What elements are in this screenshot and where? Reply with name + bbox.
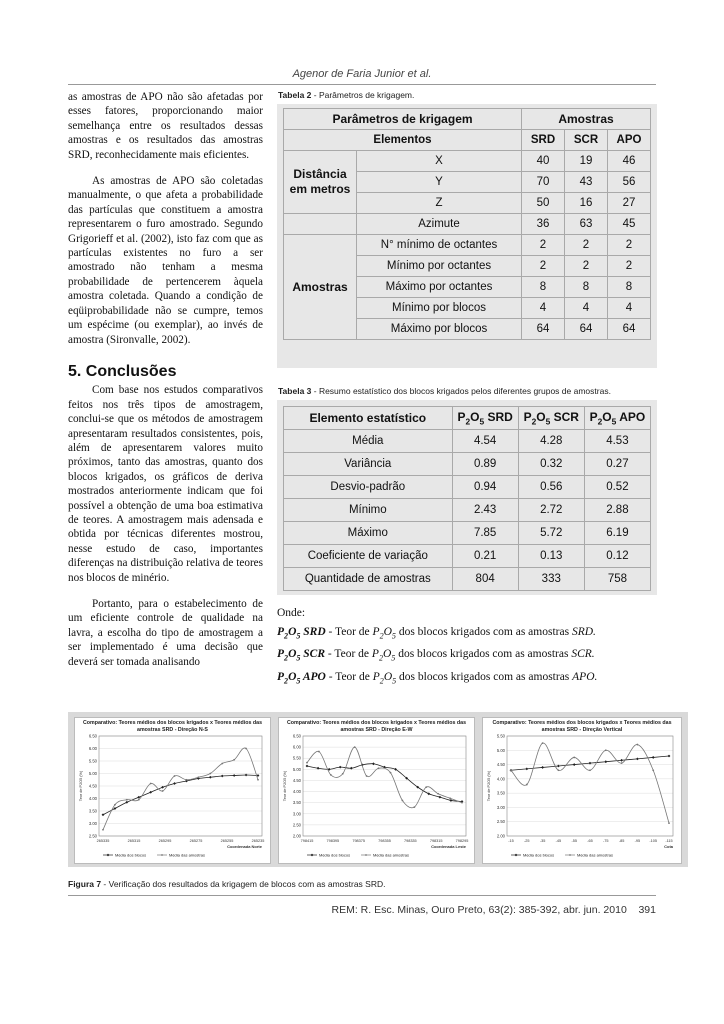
- definition-scr: $P_2O_5$ SCR - Teor de $P_2O_5$ dos blocos krigados com as amostras SCR.: [277, 648, 595, 663]
- table3-cell: 333: [518, 568, 584, 591]
- table2-row-label: Máximo por blocos: [357, 319, 522, 340]
- y-tick-label: 6.00: [88, 746, 97, 751]
- table3-caption: [278, 386, 611, 396]
- data-point: [330, 774, 332, 776]
- x-tick-label: -65: [587, 839, 593, 843]
- legend-label-samples: Média das amostras: [577, 852, 614, 858]
- y-tick-label: 2.50: [88, 833, 97, 839]
- x-tick-label: 265235: [251, 839, 265, 843]
- y-tick-label: 3.00: [292, 811, 301, 817]
- x-tick-label: -75: [603, 839, 609, 843]
- data-point: [437, 793, 439, 795]
- data-point: [114, 804, 116, 806]
- left-text-column: [68, 90, 263, 669]
- table2-cell: 4: [522, 298, 565, 319]
- table-row: [284, 476, 651, 499]
- data-point: [413, 806, 415, 808]
- y-axis-label: Teor de P2O5 (%): [487, 770, 491, 802]
- table2-cell: 2: [522, 256, 565, 277]
- table2-cell: 2: [565, 235, 608, 256]
- data-point: [306, 765, 309, 768]
- legend-marker: [311, 854, 314, 857]
- table3-caption-text: - Resumo estatístico dos blocos krigados pelos diferentes grupos de amostras.: [311, 386, 611, 396]
- data-point: [425, 786, 427, 788]
- table2-group-spacer: [284, 214, 357, 235]
- table3-cell: 758: [584, 568, 650, 591]
- y-tick-label: 2.50: [496, 819, 505, 825]
- x-tick-label: 798375: [352, 839, 366, 843]
- table2-row-label: Z: [357, 193, 522, 214]
- chart-title: Comparativo: Teores médios dos blocos krigados x Teores médios das amostras SRD - Direção E-W: [286, 720, 467, 733]
- y-tick-label: 5.50: [496, 733, 505, 739]
- table2-cell: 64: [522, 319, 565, 340]
- table2-cell: 16: [565, 193, 608, 214]
- table3-row-label: Média: [284, 430, 453, 453]
- table2-cell: 64: [565, 319, 608, 340]
- data-point: [401, 800, 403, 802]
- data-point: [209, 776, 212, 779]
- data-point: [150, 783, 152, 785]
- table3-cell: 0.32: [518, 453, 584, 476]
- data-point: [605, 749, 607, 751]
- paragraph-2: As amostras de APO são coletadas manualmente, o que afeta a probabilidade das partículas que constituem a amostra representarem o furo amostrado. Segundo Grigorieff et al. (2002), isto faz com que as partículas existentes no furo a ser amostrado não tenham a mesma probabilidade de pertencerem àquela amostra coletada. Quando a condição de eqüiprobabilidade não se cumpre, temos um espécime (ou exemplar), ao invés de amostra (Sironvalle, 2002).: [68, 175, 263, 346]
- data-point: [510, 769, 512, 771]
- page-number: 391: [638, 904, 656, 916]
- x-tick-label: -115: [665, 839, 673, 843]
- y-tick-label: 4.50: [496, 762, 505, 768]
- x-axis-label: Cota: [664, 844, 673, 849]
- running-header: Agenor de Faria Junior et al.: [292, 68, 432, 80]
- data-point: [652, 769, 654, 771]
- table3-cell: 0.27: [584, 453, 650, 476]
- table2-cell: 2: [565, 256, 608, 277]
- table3-row-label: Coeficiente de variação: [284, 545, 453, 568]
- legend-label-blocks: Média dos blocos: [115, 852, 147, 858]
- x-axis-label: Coordenada Leste: [431, 844, 466, 849]
- paragraph-3: Com base nos estudos comparativos feitos nos três tipos de amostragem, conclui-se que os métodos de amostragem apresentaram resultados consistentes, pois, além de apresentarem valores muito próximos, tanto das amostras, quanto dos blocos krigados, os gráficos de deriva mostrados anteriormente indicam que foi possível a obtenção de uma boa estimativa de teores. A amostragem mais adensada e obtida por técnicas diferentes mostrou, nesse estudo de caso, importantes diferenças na distribuição relativa de teores nos blocos de minério.: [68, 384, 263, 584]
- table2-cell: 50: [522, 193, 565, 214]
- data-point: [542, 742, 544, 744]
- data-point: [197, 776, 199, 778]
- data-point: [652, 756, 655, 759]
- data-point: [637, 744, 639, 746]
- table2-cell: 4: [565, 298, 608, 319]
- table2-caption-label: Tabela 2: [278, 90, 312, 100]
- data-point: [427, 792, 430, 795]
- data-point: [102, 829, 104, 831]
- table3-cell: 0.56: [518, 476, 584, 499]
- table2-cell: 8: [565, 277, 608, 298]
- table2-cell: 36: [522, 214, 565, 235]
- table-row: [284, 151, 651, 172]
- x-tick-label: 798355: [378, 839, 391, 843]
- table3-cell: 804: [452, 568, 518, 591]
- table3: [283, 406, 651, 591]
- series-line: [103, 775, 258, 815]
- data-point: [573, 763, 576, 766]
- table3-col-srd: $P_2O_5$ SRD: [452, 407, 518, 430]
- data-point: [126, 799, 128, 801]
- x-tick-label: 798315: [429, 839, 443, 843]
- table-row: [284, 430, 651, 453]
- x-tick-label: -85: [618, 839, 625, 843]
- figure-7: [68, 712, 688, 867]
- data-point: [138, 799, 140, 801]
- data-point: [378, 767, 380, 769]
- y-tick-label: 2.50: [292, 822, 301, 828]
- table2-cell: 56: [608, 172, 651, 193]
- table3-cell: 0.12: [584, 545, 650, 568]
- data-point: [102, 813, 105, 816]
- x-tick-label: 265335: [96, 839, 110, 843]
- table3-cell: 2.88: [584, 499, 650, 522]
- data-point: [390, 772, 392, 774]
- chart-panel-ns: [74, 717, 271, 864]
- table-row: [284, 568, 651, 591]
- chart-panel-ew: [278, 717, 475, 864]
- table2-cell: 64: [608, 319, 651, 340]
- data-point: [162, 790, 164, 792]
- data-point: [306, 762, 308, 764]
- series-line: [307, 747, 462, 808]
- y-tick-label: 4.00: [88, 796, 97, 801]
- data-point: [372, 762, 375, 765]
- table2-row-label: X: [357, 151, 522, 172]
- table2-cell: 8: [522, 277, 565, 298]
- data-point: [221, 763, 223, 765]
- paragraph-1: as amostras de APO não são afetadas por esses fatores, proporcionando maior semelhança entre os resultados dessas amostras e os resultados das amostras SRD, reconhecidamente mais eficientes.: [68, 91, 263, 161]
- table2-col-apo: APO: [608, 130, 651, 151]
- definition-srd: $P_2O_5$ SRD - Teor de $P_2O_5$ dos blocos krigados com as amostras SRD.: [277, 626, 596, 641]
- legend-label-blocks: Média dos blocos: [523, 852, 555, 858]
- table3-cell: 5.72: [518, 522, 584, 545]
- table3-row-label: Variância: [284, 453, 453, 476]
- y-tick-label: 6.50: [292, 733, 301, 739]
- legend-label-samples: Média das amostras: [169, 852, 206, 858]
- data-point: [318, 751, 320, 753]
- table3-cell: 2.43: [452, 499, 518, 522]
- legend-marker: [161, 854, 163, 856]
- chart-svg-ns: [75, 718, 270, 863]
- plot-frame: [303, 736, 466, 836]
- table3-cell: 2.72: [518, 499, 584, 522]
- table3-cell: 6.19: [584, 522, 650, 545]
- y-tick-label: 5.50: [88, 758, 97, 764]
- data-point: [245, 748, 247, 750]
- table-row: [284, 214, 651, 235]
- data-point: [449, 797, 451, 799]
- table2-header-params: Parâmetros de krigagem: [284, 109, 522, 130]
- table2-caption: [278, 90, 414, 100]
- definition-apo: $P_2O_5$ APO - Teor de $P_2O_5$ dos blocos krigados com as amostras APO.: [277, 670, 598, 685]
- y-tick-label: 3.50: [496, 790, 505, 796]
- table3-row-label: Máximo: [284, 522, 453, 545]
- y-tick-label: 6.50: [88, 733, 97, 739]
- table2-cell: 2: [522, 235, 565, 256]
- x-tick-label: -35: [539, 839, 546, 843]
- y-tick-label: 4.50: [292, 777, 301, 783]
- table3-row-label: Quantidade de amostras: [284, 568, 453, 591]
- table-row: [284, 522, 651, 545]
- table3-cell: 7.85: [452, 522, 518, 545]
- data-point: [589, 769, 591, 771]
- data-point: [186, 779, 188, 781]
- y-tick-label: 3.00: [496, 804, 505, 810]
- chart-title: Comparativo: Teores médios dos blocos krigados x Teores médios das amostras SRD - Direção Vertical: [492, 720, 672, 733]
- x-tick-label: -15: [508, 839, 514, 843]
- table2-cell: 46: [608, 151, 651, 172]
- data-point: [541, 766, 544, 769]
- table2-cell: 45: [608, 214, 651, 235]
- data-point: [620, 759, 623, 762]
- table2-row-label: Y: [357, 172, 522, 193]
- legend-label-samples: Média das amostras: [373, 852, 410, 858]
- table2-cell: 43: [565, 172, 608, 193]
- data-point: [668, 755, 671, 758]
- table-row: [284, 499, 651, 522]
- x-tick-label: 265315: [127, 839, 141, 843]
- table2-row-label: Mínimo por blocos: [357, 298, 522, 319]
- x-tick-label: 798395: [326, 839, 340, 843]
- table2-caption-text: - Parâmetros de krigagem.: [311, 90, 415, 100]
- table3-cell: 0.13: [518, 545, 584, 568]
- data-point: [114, 807, 117, 810]
- data-point: [209, 773, 211, 775]
- table3-row-label: Desvio-padrão: [284, 476, 453, 499]
- table3-caption-label: Tabela 3: [278, 386, 312, 396]
- paragraph-4: Portanto, para o estabelecimento de um eficiente controle de qualidade na lavra, a escolha do tipo de amostragem a ser implementado é uma decisão que deverá ser tomada analisando: [68, 598, 263, 668]
- table2-cell: 2: [608, 256, 651, 277]
- table3-cell: 0.52: [584, 476, 650, 499]
- y-axis-label: Teor de P2O5 (%): [79, 770, 83, 802]
- table3-cell: 0.94: [452, 476, 518, 499]
- data-point: [233, 774, 236, 777]
- table2-cell: 4: [608, 298, 651, 319]
- table3-cell: 0.89: [452, 453, 518, 476]
- table2: [283, 108, 651, 340]
- x-tick-label: 265255: [220, 839, 234, 843]
- x-tick-label: -95: [634, 839, 641, 843]
- y-tick-label: 4.00: [292, 789, 301, 795]
- x-tick-label: 798415: [300, 839, 314, 843]
- data-point: [668, 822, 670, 824]
- x-tick-label: 265275: [189, 839, 203, 843]
- table3-cell: 0.21: [452, 545, 518, 568]
- footer-citation: REM: R. Esc. Minas, Ouro Preto, 63(2): 385-392, abr. jun. 2010: [331, 904, 627, 916]
- y-tick-label: 5.00: [292, 766, 301, 772]
- table2-row-label: N° mínimo de octantes: [357, 235, 522, 256]
- y-tick-label: 4.00: [496, 776, 505, 782]
- chart-svg-vertical: [483, 718, 681, 863]
- table-row: [284, 545, 651, 568]
- table2-cell: 8: [608, 277, 651, 298]
- data-point: [233, 759, 235, 761]
- table2-cell: 27: [608, 193, 651, 214]
- data-point: [125, 801, 128, 804]
- chart-svg-ew: [279, 718, 474, 863]
- table-row: [284, 235, 651, 256]
- data-point: [354, 746, 356, 748]
- data-point: [366, 775, 368, 777]
- table3-cell: 4.53: [584, 430, 650, 453]
- data-point: [245, 774, 248, 777]
- y-tick-label: 2.00: [496, 833, 505, 839]
- y-tick-label: 5.50: [292, 755, 301, 761]
- x-tick-label: 798335: [403, 839, 417, 843]
- plot-frame: [507, 736, 673, 836]
- table2-col-scr: SCR: [565, 130, 608, 151]
- chart-panel-vertical: [482, 717, 682, 864]
- onde-title: Onde:: [277, 607, 306, 619]
- legend-marker: [515, 854, 518, 857]
- data-point: [173, 782, 176, 785]
- y-tick-label: 5.00: [496, 747, 505, 753]
- table-row: [284, 453, 651, 476]
- table2-row-label: Mínimo por octantes: [357, 256, 522, 277]
- data-point: [604, 760, 607, 763]
- table2-cell: 70: [522, 172, 565, 193]
- chart-title: Comparativo: Teores médios dos blocos krigados x Teores médios das amostras SRD - Direção N-S: [82, 720, 263, 733]
- table2-col-srd: SRD: [522, 130, 565, 151]
- table3-cell: 4.54: [452, 430, 518, 453]
- legend-marker: [365, 854, 367, 856]
- header-rule: [68, 84, 656, 85]
- x-axis-label: Coordenada Norte: [227, 844, 262, 849]
- footer-rule: [68, 895, 656, 896]
- data-point: [526, 784, 528, 786]
- data-point: [161, 786, 164, 789]
- table3-col-scr: $P_2O_5$ SCR: [518, 407, 584, 430]
- y-tick-label: 6.00: [292, 744, 301, 750]
- table2-cell: 19: [565, 151, 608, 172]
- data-point: [221, 775, 224, 778]
- x-tick-label: -25: [524, 839, 530, 843]
- legend-marker: [569, 854, 571, 856]
- table2-group-distance: Distância em metros: [284, 151, 357, 214]
- y-tick-label: 3.50: [292, 800, 301, 806]
- legend-marker: [107, 854, 110, 857]
- data-point: [573, 757, 575, 759]
- table2-row-label: Máximo por octantes: [357, 277, 522, 298]
- legend-label-blocks: Média dos blocos: [319, 852, 351, 858]
- page-footer: [331, 904, 656, 916]
- y-tick-label: 3.00: [88, 821, 97, 826]
- data-point: [450, 799, 453, 802]
- x-tick-label: -55: [571, 839, 577, 843]
- y-tick-label: 5.00: [88, 771, 97, 776]
- data-point: [257, 779, 259, 781]
- data-point: [342, 773, 344, 775]
- series-line: [511, 743, 669, 823]
- data-point: [621, 762, 623, 764]
- data-point: [174, 775, 176, 777]
- data-point: [339, 766, 342, 769]
- data-point: [525, 767, 528, 770]
- table3-row-label: Mínimo: [284, 499, 453, 522]
- table2-header-samples: Amostras: [522, 109, 651, 130]
- data-point: [636, 757, 639, 760]
- table2-cell: 40: [522, 151, 565, 172]
- x-tick-label: -45: [555, 839, 562, 843]
- data-point: [438, 796, 441, 799]
- table3-cell: 4.28: [518, 430, 584, 453]
- figure-caption: Figura 7 - Verificação dos resultados da krigagem de blocos com as amostras SRD.: [68, 879, 386, 889]
- section-title: 5. Conclusões: [68, 362, 177, 380]
- x-tick-label: 265295: [158, 839, 172, 843]
- x-tick-label: -105: [649, 839, 658, 843]
- y-tick-label: 2.00: [292, 833, 301, 839]
- y-tick-label: 4.50: [88, 783, 97, 789]
- y-axis-label: Teor de P2O5 (%): [283, 770, 287, 802]
- data-point: [558, 769, 560, 771]
- table3-col-apo: $P_2O_5$ APO: [584, 407, 650, 430]
- legend-definitions: [277, 604, 657, 690]
- data-point: [589, 762, 592, 765]
- y-tick-label: 3.50: [88, 808, 97, 814]
- table2-cell: 63: [565, 214, 608, 235]
- table2-header-elements: Elementos: [284, 130, 522, 151]
- x-tick-label: 798295: [455, 839, 469, 843]
- data-point: [557, 765, 560, 768]
- data-point: [149, 791, 152, 794]
- table2-group-samples: Amostras: [284, 235, 357, 340]
- data-point: [461, 802, 463, 804]
- table3-header-element: Elemento estatístico: [284, 407, 453, 430]
- table2-cell: 2: [608, 235, 651, 256]
- table2-row-label: Azimute: [357, 214, 522, 235]
